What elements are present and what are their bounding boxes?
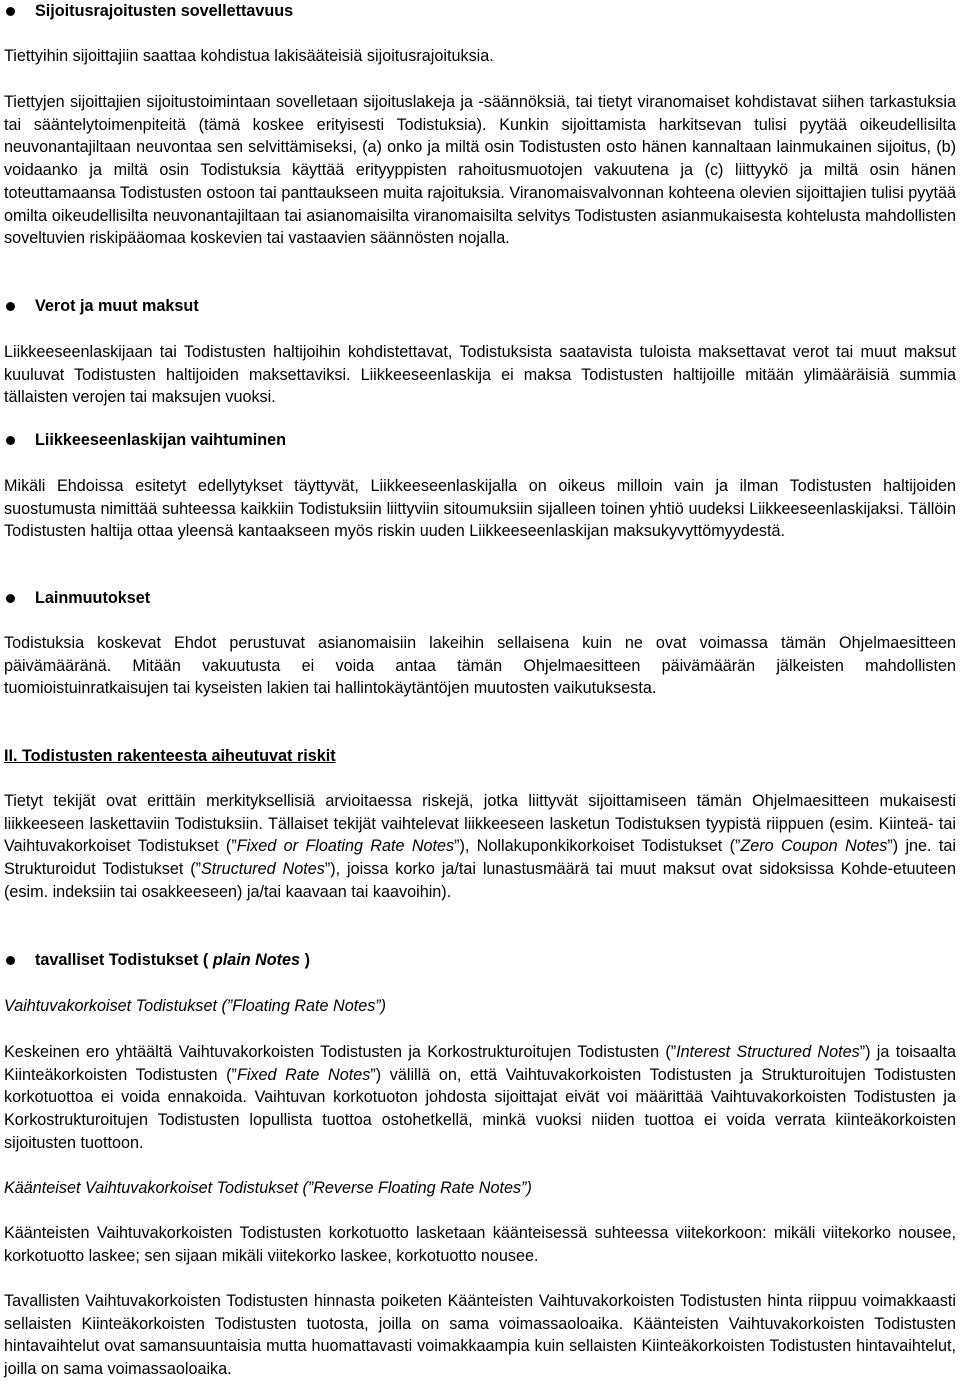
subheading-floating-rate-notes: Vaihtuvakorkoiset Todistukset (”Floating Rate Notes”) <box>4 997 387 1015</box>
section-heading-issuer-change: Liikkeeseenlaskijan vaihtuminen <box>4 429 944 452</box>
paragraph: Tiettyihin sijoittajiin saattaa kohdistua lakisääteisiä sijoitusrajoituksia. <box>4 47 494 65</box>
paragraph: Tiettyjen sijoittajien sijoitustoimintaan sovelletaan sijoituslakeja ja -säännöksiä, tai tietyt viranomaiset kohdistavat siihen tarkastuksia tai sääntelytoimenpiteitä (tämä koskee erityisesti Todistuksia). Kunkin sijoittamista harkitsevan tulisi pyytää oikeudellisilta neuvonantajiltaan neuvontaa sen selvittämiseksi, (a) onko ja miltä osin Todistusten osto hänen kannaltaan lainmukainen sijoitus, (b) voidaanko ja miltä osin Todistuksia käyttää erityyppisten rahoitusmuotojen vakuutena ja (c) liittyykö ja miltä osin hänen toteuttamaansa Todistusten ostoon tai panttaukseen muita rajoituksia. Viranomaisvalvonnan kohteena olevien sijoittajien tulisi pyytää omilta oikeudellisilta neuvonantajiltaan tai asianomaisilta viranomaisilta selvitys Todistusten asianmukaisesta kohtelusta mahdollisten soveltuvien riskipääomaa koskevien tai vastaavien säännösten nojalla. <box>4 93 956 248</box>
paragraph: Todistuksia koskevat Ehdot perustuvat asianomaisiin lakeihin sellaisena kuin ne ovat voimassa tämän Ohjelmaesitteen päivämääränä. Mitään vakuutusta ei voida antaa tämän Ohjelmaesitteen päivämäärän jälkeisten mahdollisten tuomioistuinratkaisujen tai kyseisten lakien tai hallintokäytäntöjen muutosten vaikutuksesta. <box>4 634 956 698</box>
section-title-structural-risks: II. Todistusten rakenteesta aiheutuvat riskit <box>4 747 336 765</box>
section-heading-law-changes: Lainmuutokset <box>4 587 944 610</box>
bullet-icon <box>6 956 15 965</box>
section-heading-plain-notes: tavalliset Todistukset ( plain Notes ) <box>4 949 944 972</box>
bullet-icon <box>6 302 15 311</box>
section-heading-investment-restrictions: Sijoitusrajoitusten sovellettavuus <box>4 0 944 23</box>
paragraph: Käänteisten Vaihtuvakorkoisten Todistusten korkotuotto lasketaan käänteisessä suhteessa viitekorkoon: mikäli viitekorko nousee, korkotuotto laskee; sen sijaan mikäli viitekorko laskee, korkotuotto nousee. <box>4 1224 956 1265</box>
paragraph: Mikäli Ehdoissa esitetyt edellytykset täyttyvät, Liikkeeseenlaskijalla on oikeus milloin vain ja ilman Todistusten haltijoiden suostumusta nimittää suhteessa kaikkiin Todistuksiin liittyviin sitoumuksiin sijalleen toinen yhtiö uudeksi Liikkeeseenlaskijaksi. Tällöin Todistusten haltija ottaa yleensä kantaakseen myös riskin uuden Liikkeeseenlaskijan maksukyvyttömyydestä. <box>4 477 956 541</box>
paragraph: Tavallisten Vaihtuvakorkoisten Todistusten hinnasta poiketen Käänteisten Vaihtuvakorkoisten Todistusten hinta riippuu voimakkaasti sellaisten Kiinteäkorkoisten Todistusten tuotosta, joilla on sama voimassaoloaika. Käänteisten Vaihtuvakorkoisten Todistusten hintavaihtelut ovat samansuuntaisia mutta huomattavasti voimakkaampia kuin sellaisten Kiinteäkorkoisten Todistusten hintavaihtelut, joilla on sama voimassaoloaika. <box>4 1292 956 1379</box>
paragraph: Keskeinen ero yhtäältä Vaihtuvakorkoisten Todistusten ja Korkostrukturoitujen Todistusten (”Interest Structured Notes”) ja toisaalta Kiinteäkorkoisten Todistusten (”Fixed Rate Notes”) välillä on, että Vaihtuvakorkoisten Todistusten ja Strukturoitujen Todistusten korkotuottoa ei voida ennakoida. Vaihtuvan korkotuoton johdosta sijoittajat eivät voi määrittää Vaihtuvakorkoisten Todistusten ja Korkostrukturoitujen Todistusten lopullista tuottoa ostohetkellä, minkä vuoksi niiden tuottoa ei voida verrata kiinteäkorkoisten sijoitusten tuottoon. <box>4 1043 957 1152</box>
subheading-reverse-floating-rate-notes: Käänteiset Vaihtuvakorkoiset Todistukset (”Reverse Floating Rate Notes”) <box>4 1179 532 1197</box>
paragraph: Liikkeeseenlaskijaan tai Todistusten haltijoihin kohdistettavat, Todistuksista saatavista tuloista maksettavat verot tai muut maksut kuuluvat Todistusten haltijoiden maksettaviksi. Liikkeeseenlaskija ei maksa Todistusten haltijoille mitään ylimääräisiä summia tällaisten verojen tai maksujen vuoksi. <box>4 343 956 407</box>
paragraph: Tietyt tekijät ovat erittäin merkityksellisiä arvioitaessa riskejä, jotka liittyvät sijoittamiseen tämän Ohjelmaesitteen mukaisesti liikkeeseen laskettaviin Todistuksiin. Tällaiset tekijät vaihtelevat liikkeeseen lasketun Todistuksen tyypistä riippuen (esim. Kiinteä- tai Vaihtuvakorkoiset Todistukset (”Fixed or Floating Rate Notes”), Nollakuponkikorkoiset Todistukset (”Zero Coupon Notes”) jne. tai Strukturoidut Todistukset (”Structured Notes”), joissa korko ja/tai lunastusmäärä tai muut maksut ovat sidoksissa Kohde-etuuteen (esim. indeksiin tai osakkeeseen) ja/tai kaavaan tai kaavoihin). <box>4 792 957 901</box>
bullet-icon <box>6 7 15 16</box>
bullet-icon <box>6 436 15 445</box>
section-heading-taxes: Verot ja muut maksut <box>4 295 944 318</box>
bullet-icon <box>6 594 15 603</box>
